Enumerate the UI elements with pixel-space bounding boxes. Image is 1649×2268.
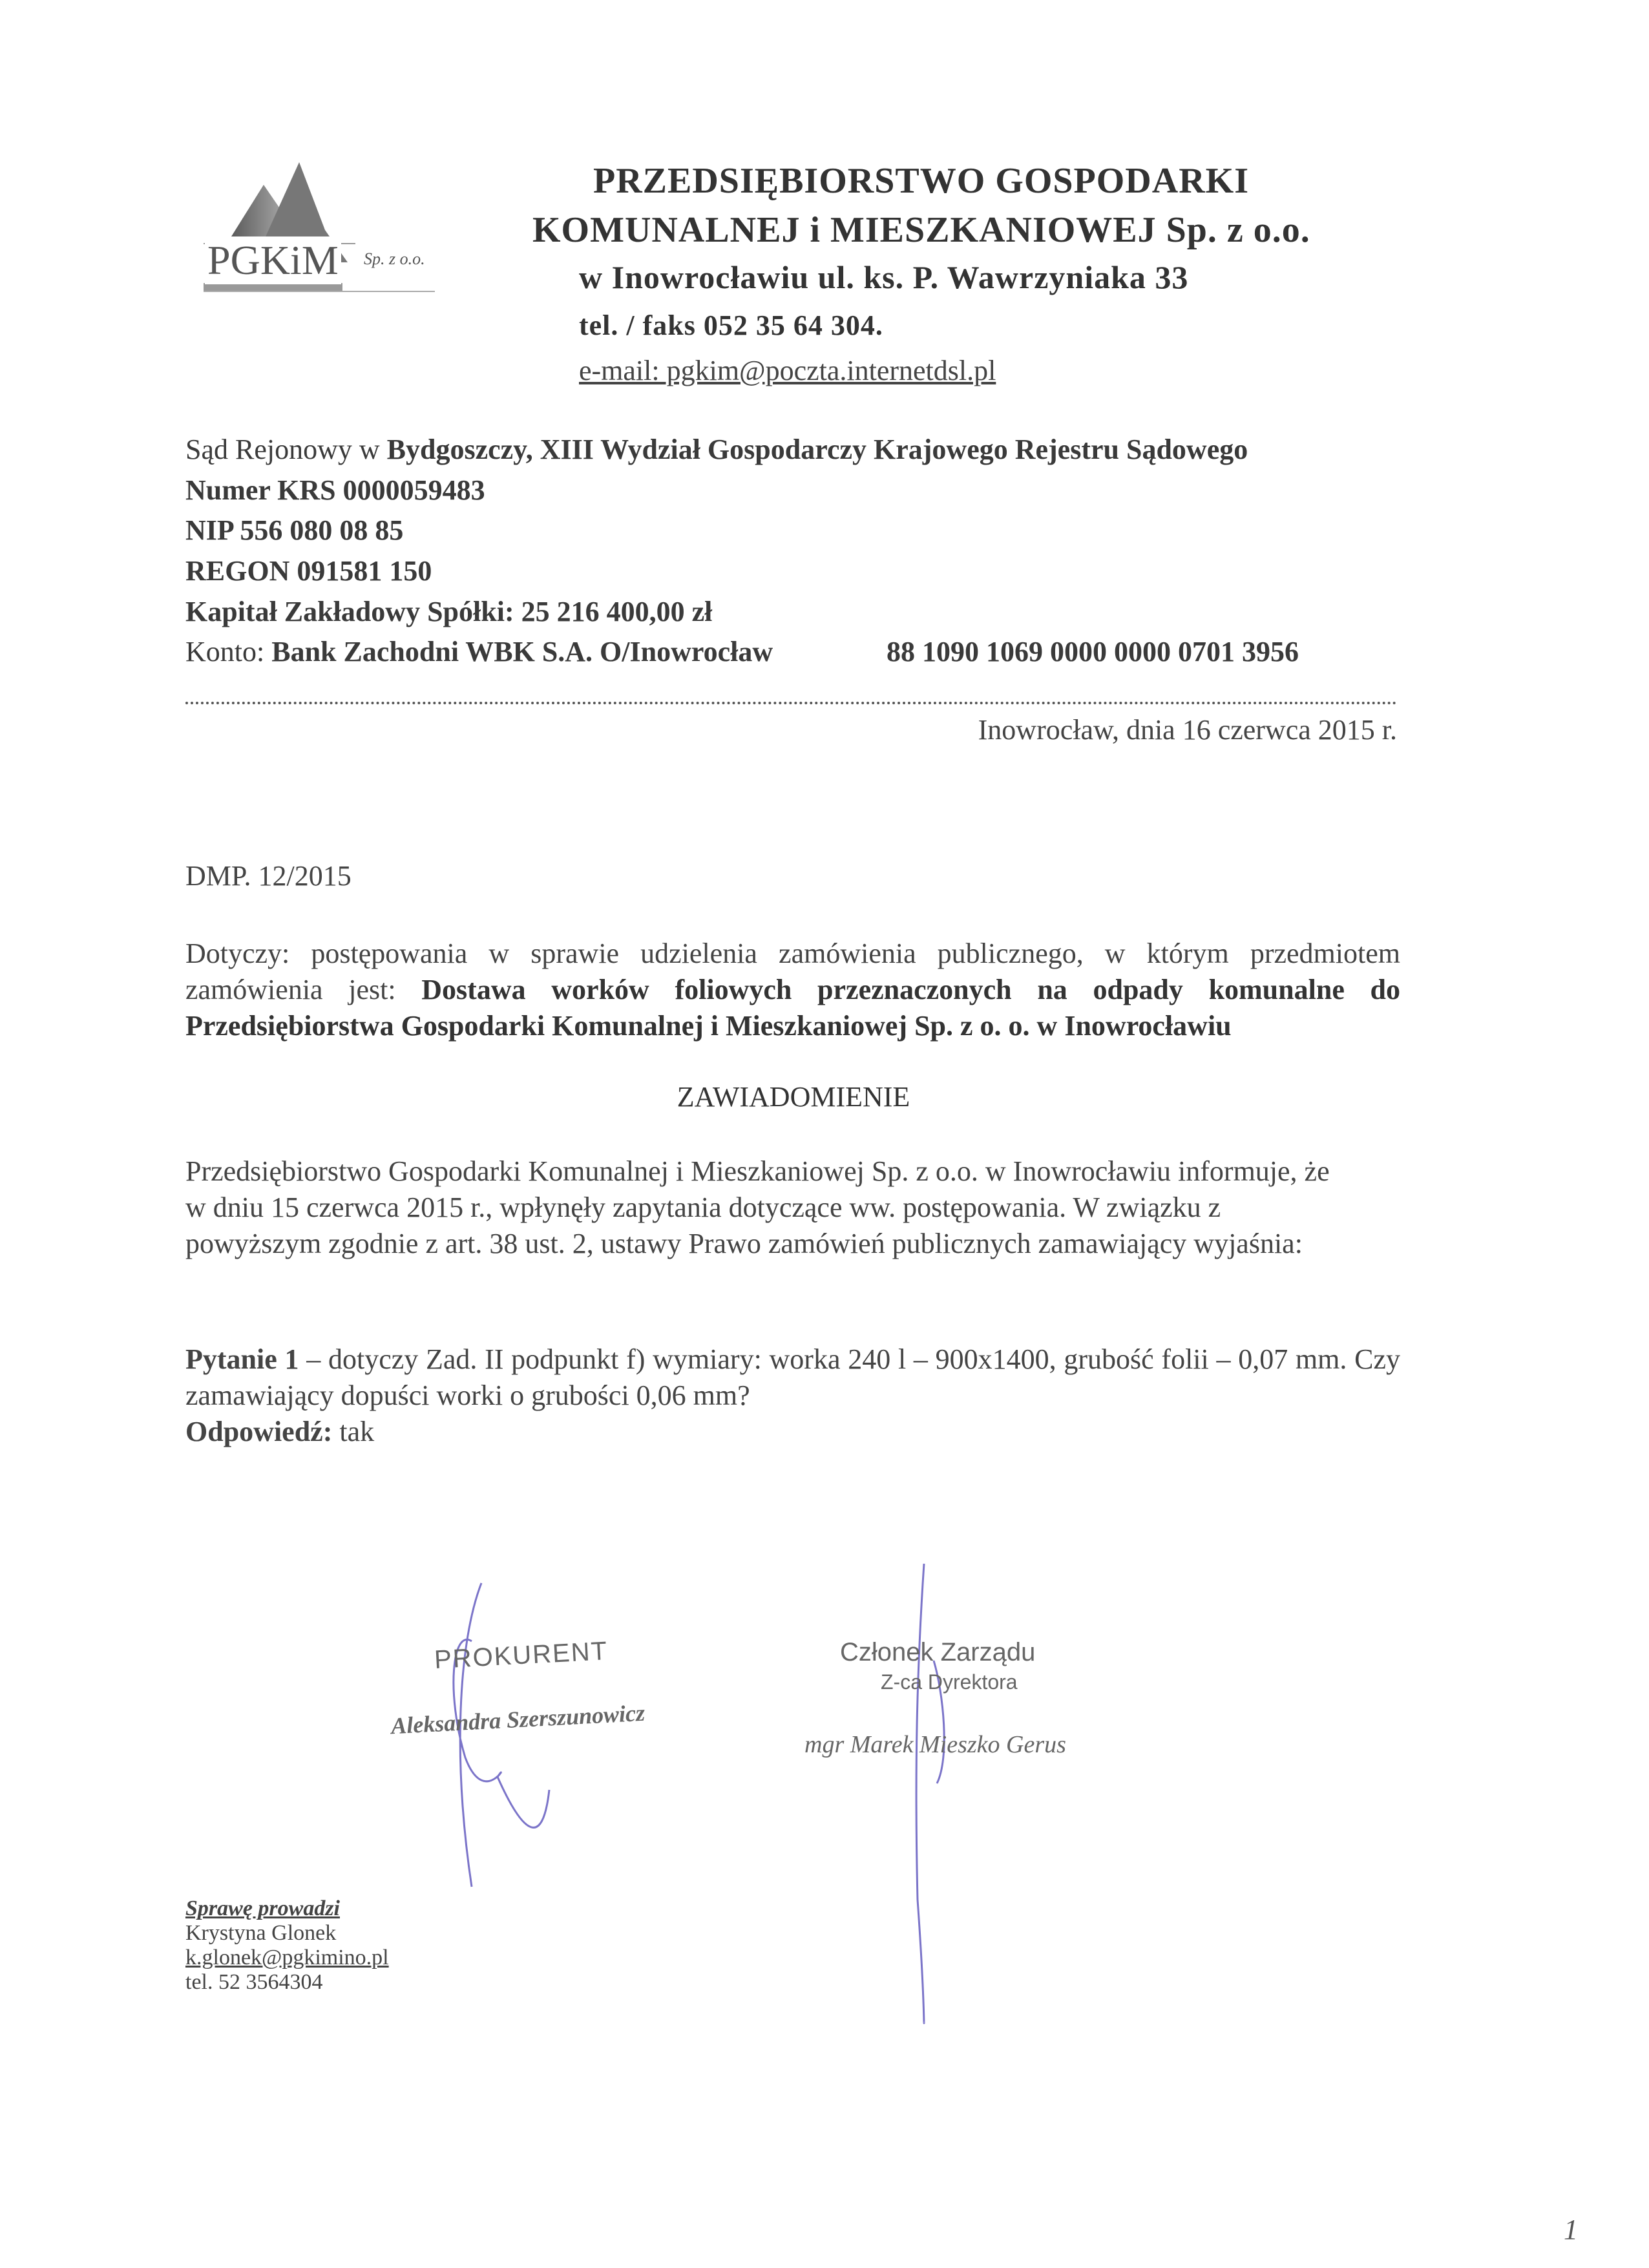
logo-text: PGKiM bbox=[205, 236, 341, 284]
answer-text: tak bbox=[332, 1416, 375, 1447]
logo-sub: Sp. z o.o. bbox=[364, 249, 425, 268]
registry-court bbox=[185, 433, 1248, 466]
footer-phone: tel. 52 3564304 bbox=[185, 1970, 323, 1994]
letterhead-line2: KOMUNALNEJ i MIESZKANIOWEJ Sp. z o.o. bbox=[532, 210, 1310, 250]
dotted-divider bbox=[185, 702, 1397, 704]
footer-name: Krystyna Glonek bbox=[185, 1921, 337, 1945]
date-line: Inowrocław, dnia 16 czerwca 2015 r. bbox=[978, 714, 1397, 746]
stamp-left-title: PROKURENT bbox=[434, 1636, 609, 1675]
registry-krs: Numer KRS 0000059483 bbox=[185, 474, 485, 506]
stamp-right-subtitle: Z-ca Dyrektora bbox=[881, 1670, 1018, 1694]
registry-capital bbox=[185, 595, 712, 628]
account-number: 88 1090 1069 0000 0000 0701 3956 bbox=[887, 636, 1299, 667]
body-paragraph: Przedsiębiorstwo Gospodarki Komunalnej i Mieszkaniowej Sp. z o.o. w Inowrocławiu informuje, że w dniu 15 czerwca 2015 r., wpłynęły zapytania dotyczące ww. postępowania. W związku z powyższym zgodnie z art. 38 ust. 2, ustawy Prawo zamówień publicznych zamawiający wyjaśnia: bbox=[185, 1155, 1330, 1259]
stamp-right-name: mgr Marek Mieszko Gerus bbox=[804, 1731, 1066, 1758]
registry-account bbox=[185, 635, 773, 668]
reference-number: DMP. 12/2015 bbox=[185, 860, 352, 892]
registry-regon: REGON 091581 150 bbox=[185, 555, 432, 587]
court-prefix: Sąd Rejonowy w bbox=[185, 434, 387, 465]
account-label: Konto: bbox=[185, 636, 272, 667]
footer-heading: Sprawę prowadzi bbox=[185, 1896, 340, 1920]
question-label: Pytanie 1 bbox=[185, 1343, 299, 1375]
subject-prefix: Dotyczy: postępowania w sprawie udzielenia zamówienia publicznego, w którym przedmiotem zamówienia jest: bbox=[185, 938, 1400, 1005]
page-number: 1 bbox=[1564, 2214, 1578, 2245]
footer-email[interactable]: k.glonek@pgkimino.pl bbox=[185, 1946, 389, 1969]
subject-paragraph bbox=[185, 936, 1400, 1044]
letterhead-line1: PRZEDSIĘBIORSTWO GOSPODARKI bbox=[593, 161, 1249, 201]
question-paragraph bbox=[185, 1341, 1400, 1450]
registry-nip: NIP 556 080 08 85 bbox=[185, 514, 404, 546]
letterhead-email[interactable]: e-mail: pgkim@poczta.internetdsl.pl bbox=[579, 355, 996, 386]
capital-label: Kapitał Zakładowy Spółki: bbox=[185, 596, 521, 627]
letterhead-address: w Inowrocławiu ul. ks. P. Wawrzyniaka 33 bbox=[579, 259, 1189, 295]
capital-value: 25 216 400,00 zł bbox=[521, 596, 713, 627]
stamp-left-name: Aleksandra Szerszunowicz bbox=[390, 1699, 646, 1739]
court-name: Bydgoszczy, XIII Wydział Gospodarczy Krajowego Rejestru Sądowego bbox=[386, 434, 1248, 465]
account-bank: Bank Zachodni WBK S.A. O/Inowrocław bbox=[271, 636, 773, 667]
letterhead-phone: tel. / faks 052 35 64 304. bbox=[579, 310, 883, 341]
answer-label: Odpowiedź: bbox=[185, 1416, 333, 1447]
stamp-right-title: Członek Zarządu bbox=[840, 1638, 1036, 1666]
company-logo bbox=[202, 159, 435, 295]
subject-title: Dostawa worków foliowych przeznaczonych na odpady komunalne do Przedsiębiorstwa Gospodarki Komunalnej i Mieszkaniowej Sp. z o. o. w Inowrocławiu bbox=[185, 974, 1401, 1042]
question-text: – dotyczy Zad. II podpunkt f) wymiary: worka 240 l – 900x1400, grubość folii – 0,07 mm. Czy zamawiający dopuści worki o grubości 0,06 mm? bbox=[185, 1343, 1400, 1411]
document-title: ZAWIADOMIENIE bbox=[677, 1081, 910, 1113]
